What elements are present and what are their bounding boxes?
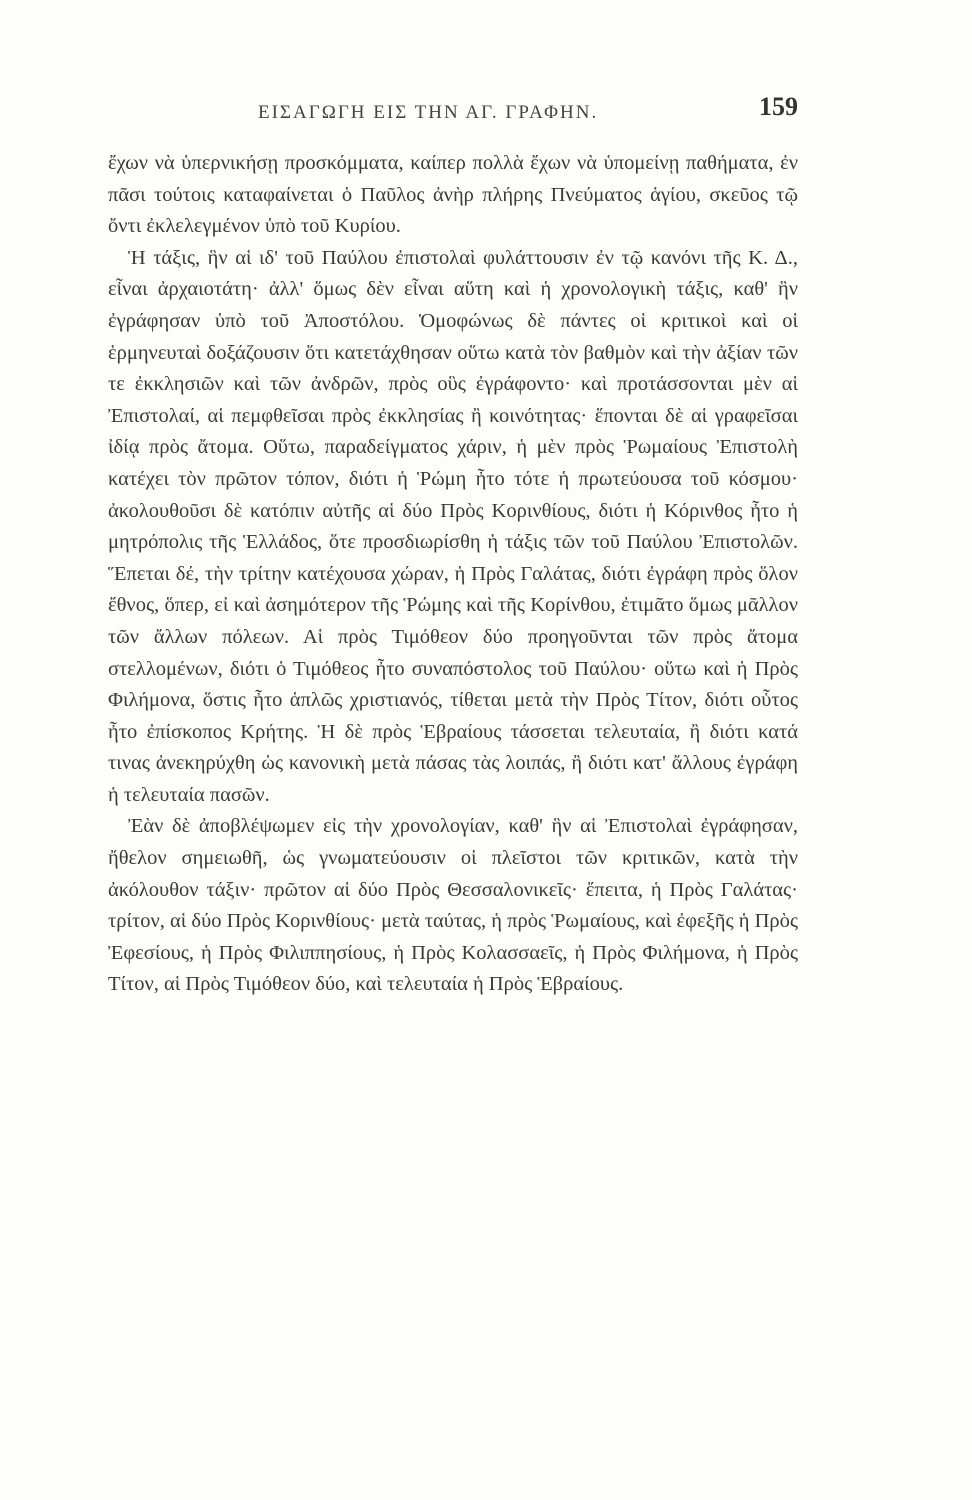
body-text [108,148,798,1001]
running-title: ΕΙΣΑΓΩΓΗ ΕΙΣ ΤΗΝ ΑΓ. ΓΡΑΦΗΝ. [258,102,599,123]
running-head [108,92,798,128]
page-number: 159 [759,92,798,121]
paragraph-continuation: ἔχων νὰ ὑπερνικήσῃ προσκόμματα, καίπερ πολλὰ ἔχων νὰ ὑπομείνῃ παθήματα, ἐν πᾶσι τούτοις καταφαίνεται ὁ Παῦλος ἀνὴρ πλήρης Πνεύματος ἁγίου, σκεῦος τῷ ὄντι ἐκλελεγμένον ὑπὸ τοῦ Κυρίου. [108,152,798,238]
paragraph-epistle-order: Ἡ τάξις, ἣν αἱ ιδ' τοῦ Παύλου ἐπιστολαὶ φυλάττουσιν ἐν τῷ κανόνι τῆς Κ. Δ., εἶναι ἀρχαιοτάτη· ἀλλ' ὅμως δὲν εἶναι αὕτη καὶ ἡ χρονολογικὴ τάξις, καθ' ἣν ἐγράφησαν ὑπὸ τοῦ Ἀποστόλου. Ὁμοφώνως δὲ πάντες οἱ κριτικοὶ καὶ οἱ ἑρμηνευταὶ δοξάζουσιν ὅτι κατετάχθησαν οὕτω κατὰ τὸν βαθμὸν καὶ τὴν ἀξίαν τῶν τε ἐκκλησιῶν καὶ τῶν ἀνδρῶν, πρὸς οὓς ἐγράφοντο· καὶ προτάσσονται μὲν αἱ Ἐπιστολαί, αἱ πεμφθεῖσαι πρὸς ἐκκλησίας ἢ κοινότητας· ἕπονται δὲ αἱ γραφεῖσαι ἰδίᾳ πρὸς ἄτομα. Οὕτω, παραδείγματος χάριν, ἡ μὲν πρὸς Ῥωμαίους Ἐπιστολὴ κατέχει τὸν πρῶτον τόπον, διότι ἡ Ῥώμη ἦτο τότε ἡ πρωτεύουσα τοῦ κόσμου· ἀκολουθοῦσι δὲ κατόπιν αὐτῆς αἱ δύο Πρὸς Κορινθίους, διότι ἡ Κόρινθος ἦτο ἡ μητρόπολις τῆς Ἑλλάδος, ὅτε προσδιωρίσθη ἡ τάξις τῶν τοῦ Παύλου Ἐπιστολῶν. Ἕπεται δέ, τὴν τρίτην κατέχουσα χώραν, ἡ Πρὸς Γαλάτας, διότι ἐγράφη πρὸς ὅλον ἔθνος, ὅπερ, εἰ καὶ ἀσημότερον τῆς Ῥώμης καὶ τῆς Κορίνθου, ἐτιμᾶτο ὅμως μᾶλλον τῶν ἄλλων πόλεων. Αἱ πρὸς Τιμόθεον δύο προηγοῦνται τῶν πρὸς ἄτομα στελλομένων, διότι ὁ Τιμόθεος ἦτο συναπόστολος τοῦ Παύλου· οὕτω καὶ ἡ Πρὸς Φιλήμονα, ὅστις ἦτο ἁπλῶς χριστιανός, τίθεται μετὰ τὴν Πρὸς Τίτον, διότι οὗτος ἦτο ἐπίσκοπος Κρήτης. Ἡ δὲ πρὸς Ἑβραίους τάσσεται τελευταία, ἢ διότι κατά τινας ἀνεκηρύχθη ὡς κανονικὴ μετὰ πάσας τὰς λοιπάς, ἢ διότι κατ' ἄλλους ἐγράφη ἡ τελευταία πασῶν. [108,246,798,806]
paragraph-chronological-order: Ἐὰν δὲ ἀποβλέψωμεν εἰς τὴν χρονολογίαν, καθ' ἣν αἱ Ἐπιστολαὶ ἐγράφησαν, ἤθελον σημειωθῆ, ὡς γνωματεύουσιν οἱ πλεῖστοι τῶν κριτικῶν, κατὰ τὴν ἀκόλουθον τάξιν· πρῶτον αἱ δύο Πρὸς Θεσσαλονικεῖς· ἔπειτα, ἡ Πρὸς Γαλάτας· τρίτον, αἱ δύο Πρὸς Κορινθίους· μετὰ ταύτας, ἡ πρὸς Ῥωμαίους, καὶ ἐφεξῆς ἡ Πρὸς Ἐφεσίους, ἡ Πρὸς Φιλιππησίους, ἡ Πρὸς Κολασσαεῖς, ἡ Πρὸς Φιλήμονα, ἡ Πρὸς Τίτον, αἱ Πρὸς Τιμόθεον δύο, καὶ τελευταία ἡ Πρὸς Ἑβραίους. [108,815,798,996]
